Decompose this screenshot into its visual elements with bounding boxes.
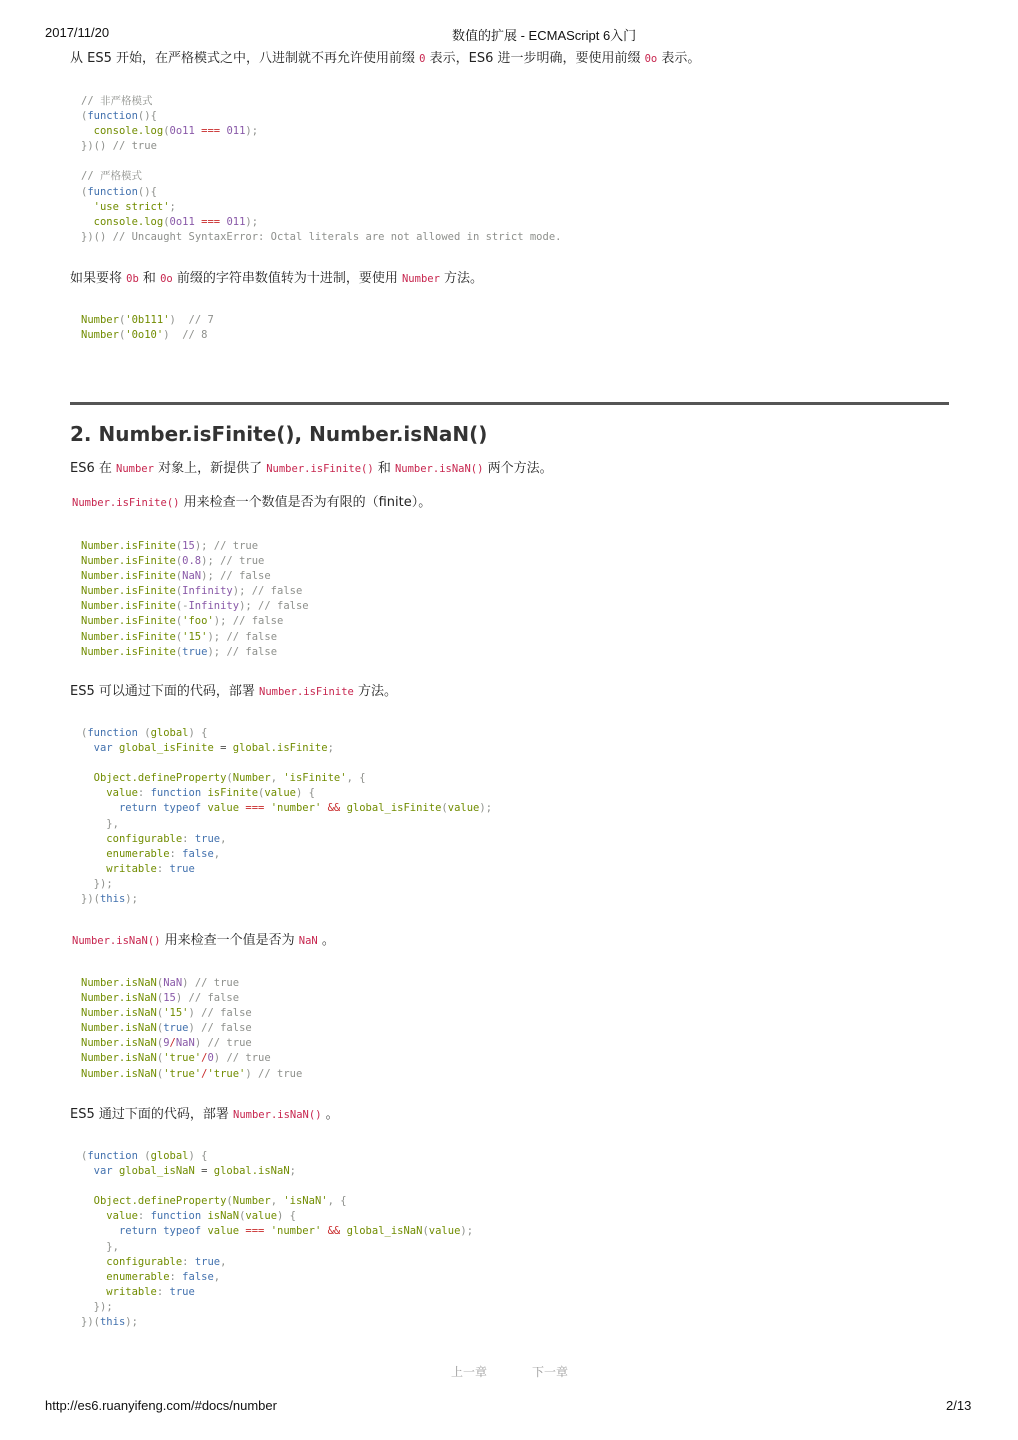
text: 和 [138,271,161,286]
text: 表示，ES6 进一步明确，要使用前缀 [425,51,645,66]
text: ES5 可以通过下面的代码，部署 [70,684,260,699]
next-chapter-link[interactable]: 下一章 [532,1365,569,1379]
inline-code: Number [116,463,154,475]
text: 方法。 [439,271,484,286]
inline-code: 0o [160,273,173,285]
code-block-number-convert: Number('0b111') // 7 Number('0o10') // 8 [81,314,214,342]
print-date: 2017/11/20 [45,25,110,40]
code-block-isfinite-polyfill: (function (global) { var global_isFinite = global.isFinite; Object.defineProperty(Number, 'isFinite', { value: function isFinite(value) { return typeof value === 'number' && global_isFinite(value); }, configurable: true, enumerable: false, writable: true }); })(this); [81,727,493,906]
text: 。 [321,1107,339,1122]
inline-code: 0b [126,273,139,285]
inline-code: Number.isNaN() [72,935,161,947]
section-divider [70,402,949,405]
code-block-isnan-examples: Number.isNaN(NaN) // true Number.isNaN(15) // false Number.isNaN('15') // false Number.isNaN(true) // false Number.isNaN(9/NaN) // true Number.isNaN('true'/0) // true Number.isNaN('true'/'true') // true [81,977,303,1080]
paragraph-isfinite [72,494,431,512]
page-number: 2/13 [946,1398,972,1413]
paragraph-es6-number [70,460,553,478]
text: 如果要将 [70,271,127,286]
text: 用来检查一个值是否为 [160,933,299,948]
text: 对象上，新提供了 [153,461,267,476]
text: 表示。 [657,51,701,66]
text: 方法。 [353,684,397,699]
text: ES5 通过下面的代码，部署 [70,1107,234,1122]
code-block-octal: // 非严格模式 (function(){ console.log(0o11 === 011); })() // true // 严格模式 (function(){ 'use strict'; console.log(0o11 === 011); })() // Uncaught SyntaxError: Octal literals are not allowed in strict mode. [81,95,562,243]
print-title: 数值的扩展 - ECMAScript 6入门 [452,28,637,43]
paragraph-es5-isnan [70,1106,339,1124]
text: 。 [317,933,335,948]
inline-code: Number.isNaN() [233,1109,322,1121]
prev-chapter-link[interactable]: 上一章 [451,1365,488,1379]
text: 前缀的字符串数值转为十进制，要使用 [172,271,402,286]
inline-code: NaN [298,935,318,947]
text: ES6 在 [70,461,117,476]
inline-code: Number.isNaN() [394,463,484,475]
inline-code: 0 [419,53,426,65]
code-block-isnan-polyfill: (function (global) { var global_isNaN = global.isNaN; Object.defineProperty(Number, 'isNaN', { value: function isNaN(value) { return typeof value === 'number' && global_isNaN(value); }, configurable: true, enumerable: false, writable: true }); })(this); [81,1150,474,1329]
code-block-isfinite-examples: Number.isFinite(15); // true Number.isFinite(0.8); // true Number.isFinite(NaN); // false Number.isFinite(Infinity); // false Number.isFinite(-Infinity); // false Number.isFinite('foo'); // false Number.isFinite('15'); // false Number.isFinite(true); // false [81,540,309,658]
text: 两个方法。 [483,461,553,476]
inline-code: Number.isFinite [259,686,354,698]
paragraph-isnan [72,932,335,950]
inline-code: Number.isFinite() [72,497,180,509]
section-heading: 2. Number.isFinite(), Number.isNaN() [70,422,488,446]
text: 和 [373,461,395,476]
text: 从 ES5 开始，在严格模式之中，八进制就不再允许使用前缀 [70,51,420,66]
paragraph-octal-intro [70,50,700,68]
print-url: http://es6.ruanyifeng.com/#docs/number [45,1398,277,1413]
inline-code: Number [401,273,440,285]
inline-code: Number.isFinite() [266,463,374,475]
text: 用来检查一个数值是否为有限的（finite）。 [179,495,432,510]
inline-code: 0o [644,53,658,65]
paragraph-es5-isfinite [70,683,397,701]
paragraph-number-method [70,270,483,288]
